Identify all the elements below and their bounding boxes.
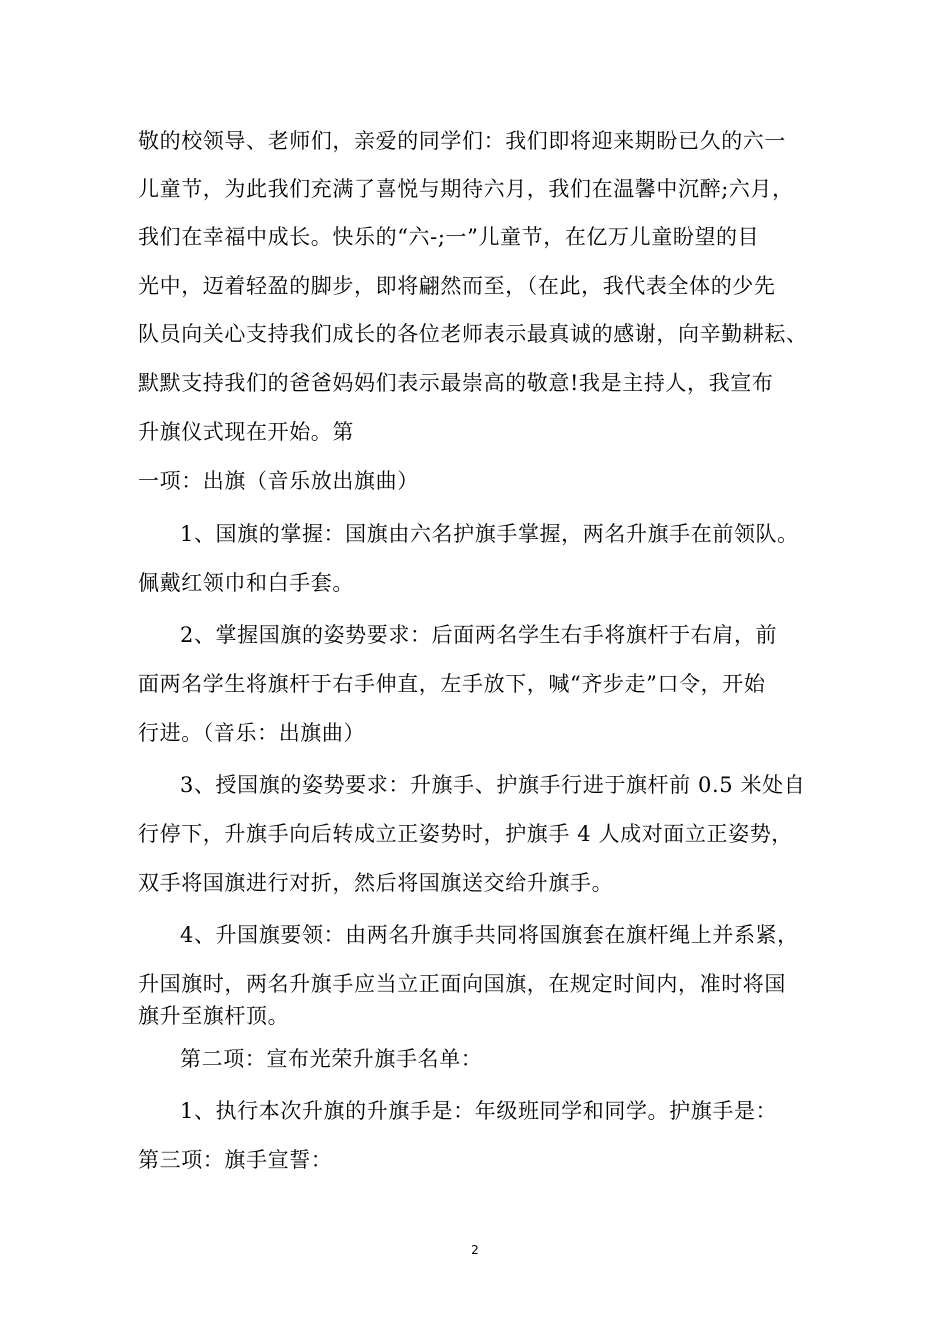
body-line-16: 双手将国旗进行对折，然后将国旗送交给升旗手。 [138, 871, 614, 895]
body-line-10: 佩戴红领巾和白手套。 [138, 571, 354, 595]
body-line-14: 3、授国旗的姿势要求：升旗手、护旗手行进于旗杆前 0.5 米处自 [180, 773, 806, 797]
body-line-7: 升旗仪式现在开始。第 [138, 420, 354, 444]
body-line-5: 队员向关心支持我们成长的各位老师表示最真诚的感谢，向辛勤耕耘、 [138, 322, 808, 346]
body-line-21: 1、执行本次升旗的升旗手是：年级班同学和同学。护旗手是： [180, 1099, 778, 1123]
body-line-3: 我们在幸福中成长。快乐的“六-;一”儿童节，在亿万儿童盼望的目 [138, 225, 760, 249]
section-heading-2: 第二项：宣布光荣升旗手名单： [180, 1047, 483, 1071]
body-line-11: 2、掌握国旗的姿势要求：后面两名学生右手将旗杆于右肩，前 [180, 623, 778, 647]
body-line-12: 面两名学生将旗杆于右手伸直，左手放下，喊“齐步走”口令，开始 [138, 672, 766, 696]
page-number: 2 [471, 1243, 479, 1257]
body-line-4: 光中，迈着轻盈的脚步，即将翩然而至，（在此，我代表全体的少先 [138, 274, 776, 298]
body-line-13: 行进。（音乐：出旗曲） [138, 721, 366, 745]
section-heading-3: 第三项：旗手宣誓： [138, 1148, 333, 1172]
body-line-9: 1、国旗的掌握：国旗由六名护旗手掌握，两名升旗手在前领队。 [180, 522, 799, 546]
body-line-2: 儿童节，为此我们充满了喜悦与期待六月，我们在温馨中沉醉;六月， [138, 177, 794, 201]
body-line-6: 默默支持我们的爸爸妈妈们表示最崇高的敬意!我是主持人，我宣布 [138, 371, 774, 395]
body-line-15: 行停下，升旗手向后转成立正姿势时，护旗手 4 人成对面立正姿势， [138, 822, 793, 846]
section-heading-1: 一项：出旗（音乐放出旗曲） [138, 469, 419, 493]
body-line-18: 升国旗时，两名升旗手应当立正面向国旗，在规定时间内，准时将国 [138, 972, 786, 996]
body-line-19: 旗升至旗杆顶。 [138, 1004, 290, 1028]
body-line-1: 敬的校领导、老师们，亲爱的同学们：我们即将迎来期盼已久的六一 [138, 129, 786, 153]
body-line-17: 4、升国旗要领：由两名升旗手共同将国旗套在旗杆绳上并系紧， [180, 923, 799, 947]
